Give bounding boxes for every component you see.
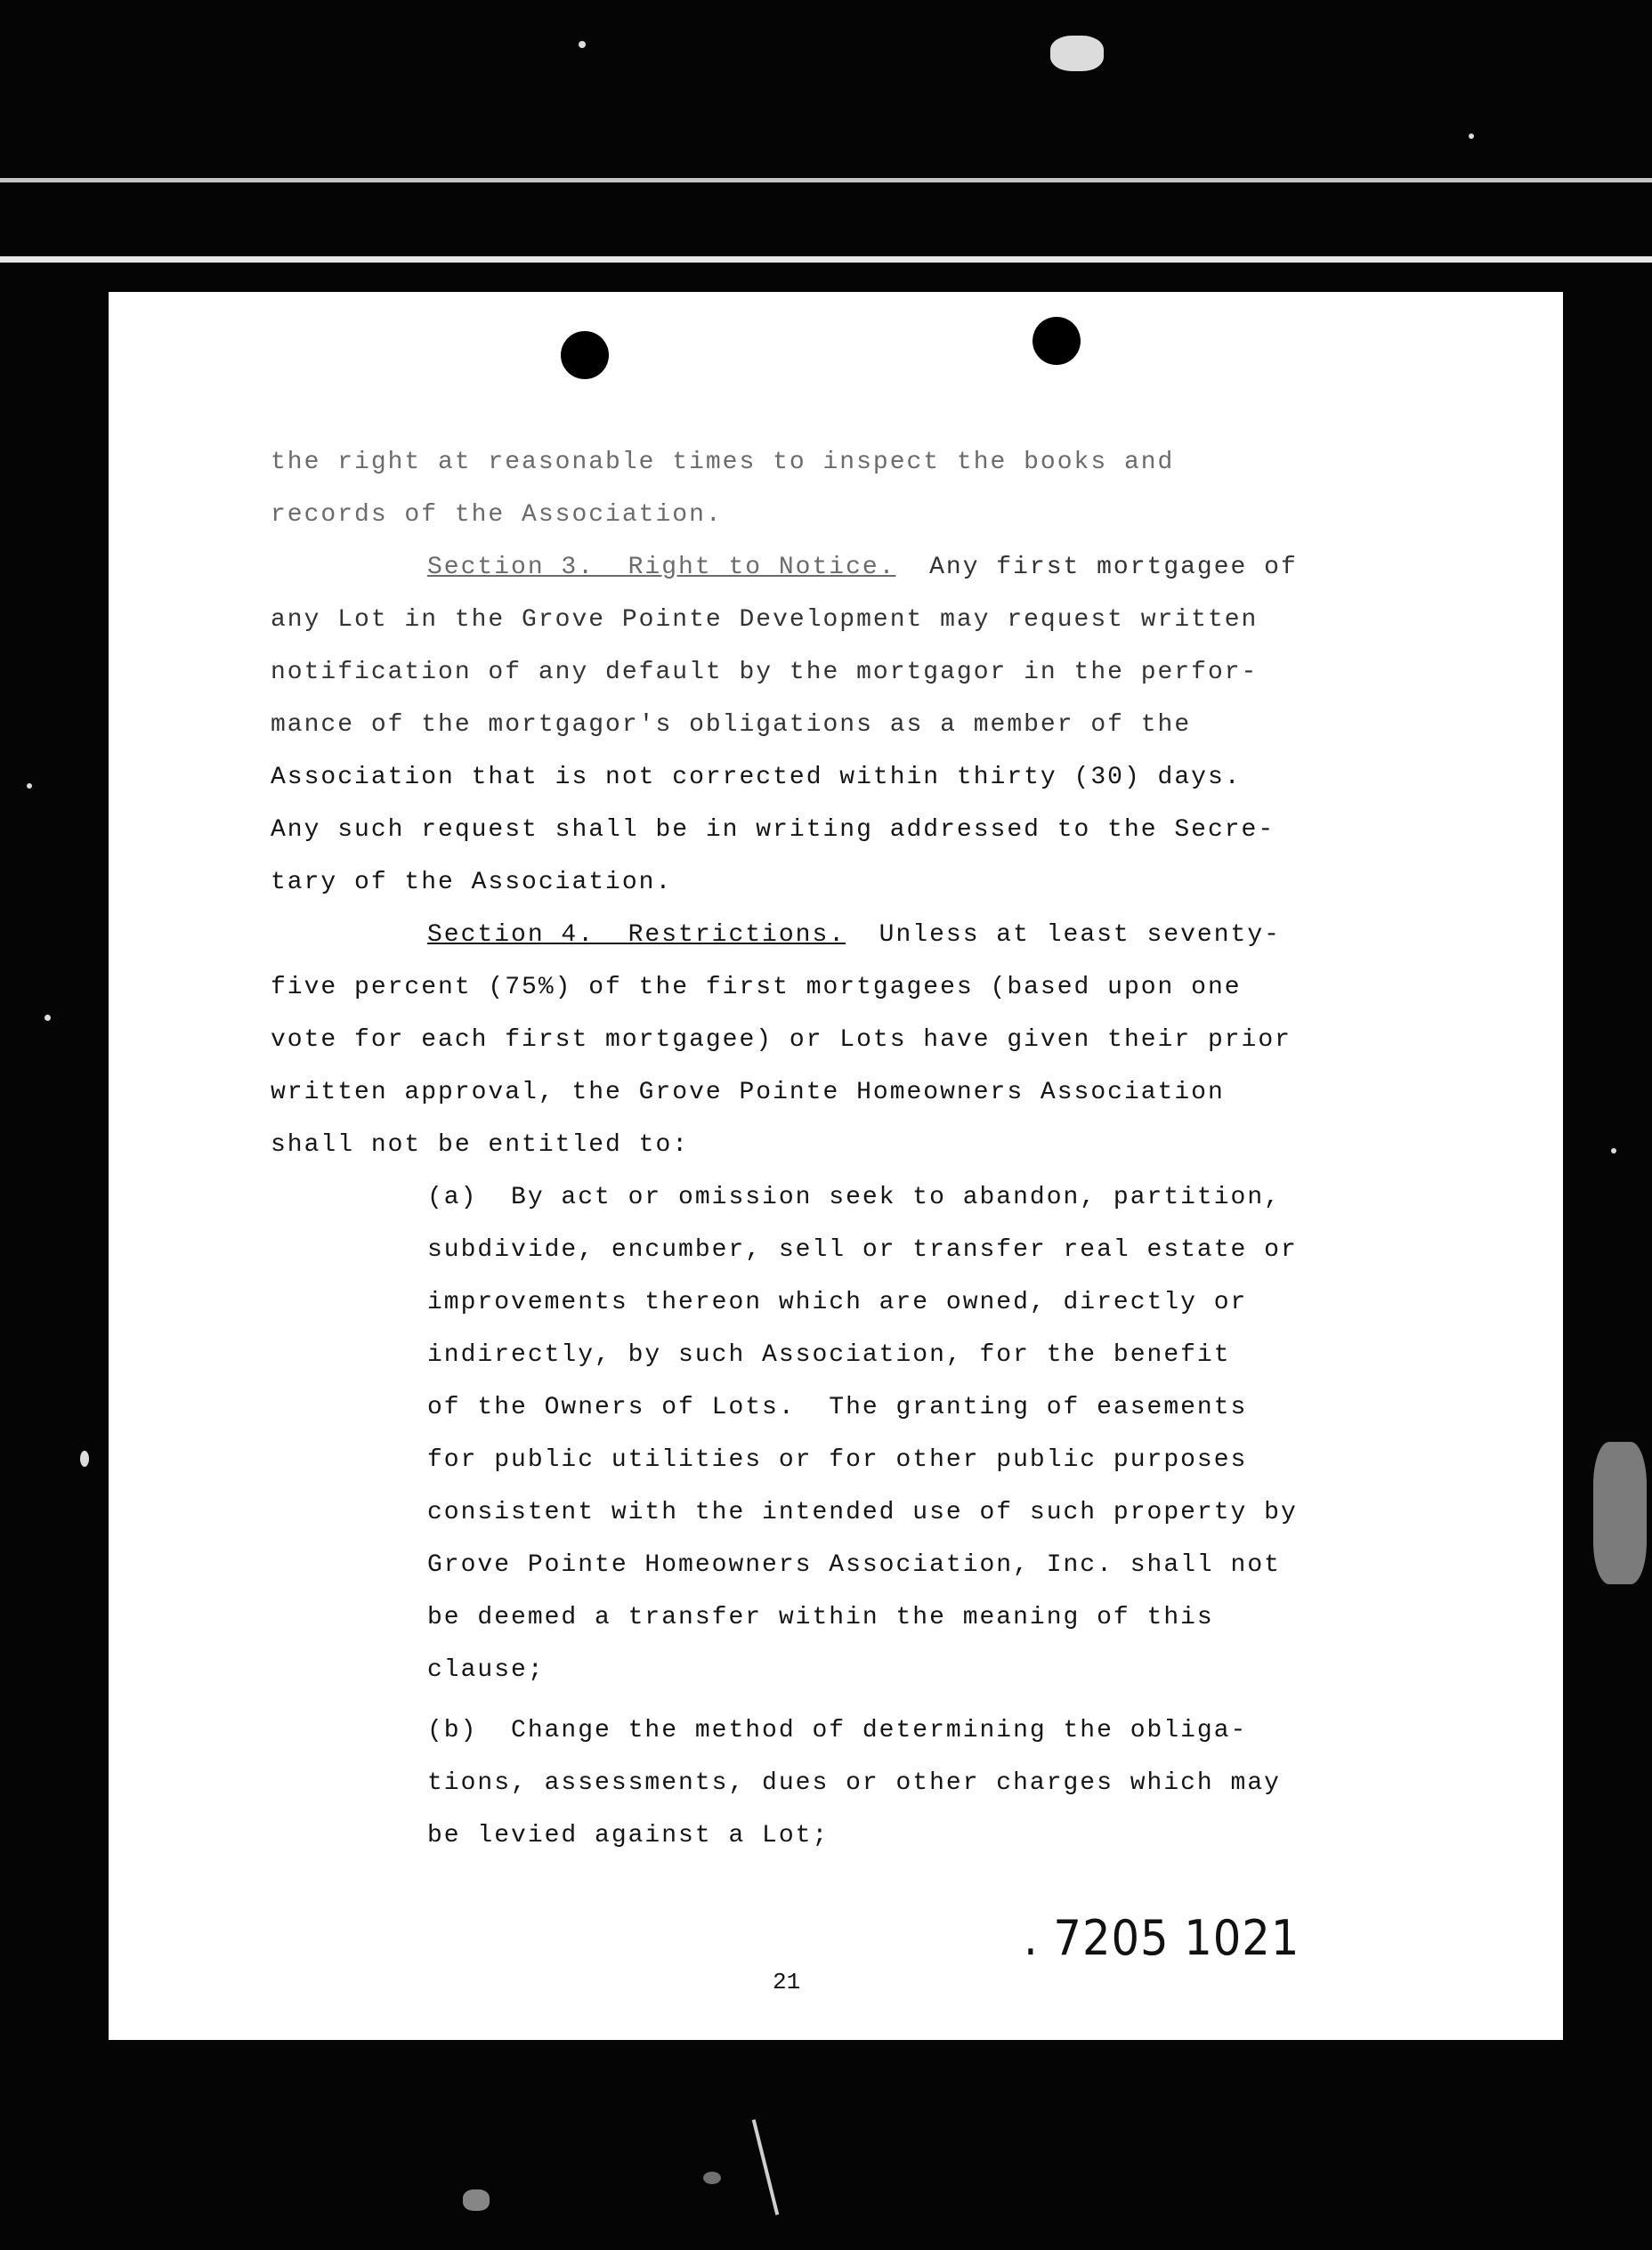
- scan-noise: [1611, 1148, 1616, 1153]
- section-3-heading: Section 3. Right to Notice.: [427, 554, 896, 581]
- scan-noise: [463, 2189, 490, 2211]
- scan-noise: [703, 2172, 721, 2184]
- clause-a-line: for public utilities or for other public purposes: [427, 1446, 1248, 1474]
- text-line: Any such request shall be in writing addressed to the Secre-: [271, 816, 1275, 844]
- clause-a-line: (a) By act or omission seek to abandon, partition,: [427, 1184, 1281, 1211]
- document-page: [109, 292, 1563, 2040]
- clause-a-line: subdivide, encumber, sell or transfer real estate or: [427, 1236, 1298, 1264]
- section-4-line: [427, 923, 1281, 948]
- scan-noise: [579, 41, 586, 48]
- scan-noise: [80, 1451, 89, 1467]
- scan-noise: [1469, 134, 1474, 139]
- clause-b-line: tions, assessments, dues or other charges which may: [427, 1769, 1281, 1797]
- section-4-heading: Section 4. Restrictions.: [427, 921, 846, 949]
- scan-noise: [27, 783, 32, 789]
- text-line: the right at reasonable times to inspect the books and: [271, 449, 1175, 476]
- text-line: records of the Association.: [271, 501, 723, 529]
- text-line: mance of the mortgagor's obligations as a member of the: [271, 711, 1192, 739]
- page-number: 21: [773, 1969, 801, 1995]
- scan-noise: [45, 1015, 51, 1021]
- text-line: tary of the Association.: [271, 869, 673, 896]
- text-line: shall not be entitled to:: [271, 1131, 690, 1159]
- scan-noise: [1050, 36, 1104, 71]
- text-line: five percent (75%) of the first mortgagees (based upon one: [271, 974, 1242, 1001]
- section-3-text: Any first mortgagee of: [895, 554, 1298, 581]
- section-3-line: [427, 555, 1298, 580]
- scan-noise: [752, 2119, 779, 2215]
- clause-a-line: consistent with the intended use of such property by: [427, 1499, 1298, 1526]
- recording-stamp: . 7205 1021: [1024, 1910, 1300, 1966]
- clause-a-line: Grove Pointe Homeowners Association, Inc. shall not: [427, 1551, 1281, 1579]
- clause-a-line: of the Owners of Lots. The granting of easements: [427, 1394, 1248, 1421]
- section-4-text: Unless at least seventy-: [846, 921, 1281, 949]
- scan-noise: [1593, 1442, 1647, 1584]
- clause-a-line: clause;: [427, 1656, 545, 1684]
- clause-a-line: improvements thereon which are owned, directly or: [427, 1289, 1248, 1316]
- clause-b-line: be levied against a Lot;: [427, 1822, 830, 1849]
- document-body: [109, 292, 1563, 2040]
- text-line: written approval, the Grove Pointe Homeowners Association: [271, 1079, 1225, 1106]
- text-line: vote for each first mortgagee) or Lots have given their prior: [271, 1026, 1292, 1054]
- text-line: notification of any default by the mortgagor in the perfor-: [271, 659, 1259, 686]
- top-rule-thick: [0, 256, 1652, 263]
- text-line: Association that is not corrected within thirty (30) days.: [271, 764, 1242, 791]
- clause-a-line: be deemed a transfer within the meaning of this: [427, 1604, 1214, 1631]
- top-rule-thin: [0, 178, 1652, 182]
- clause-a-line: indirectly, by such Association, for the benefit: [427, 1341, 1231, 1369]
- text-line: any Lot in the Grove Pointe Development may request written: [271, 606, 1259, 634]
- clause-b-line: (b) Change the method of determining the obliga-: [427, 1717, 1248, 1744]
